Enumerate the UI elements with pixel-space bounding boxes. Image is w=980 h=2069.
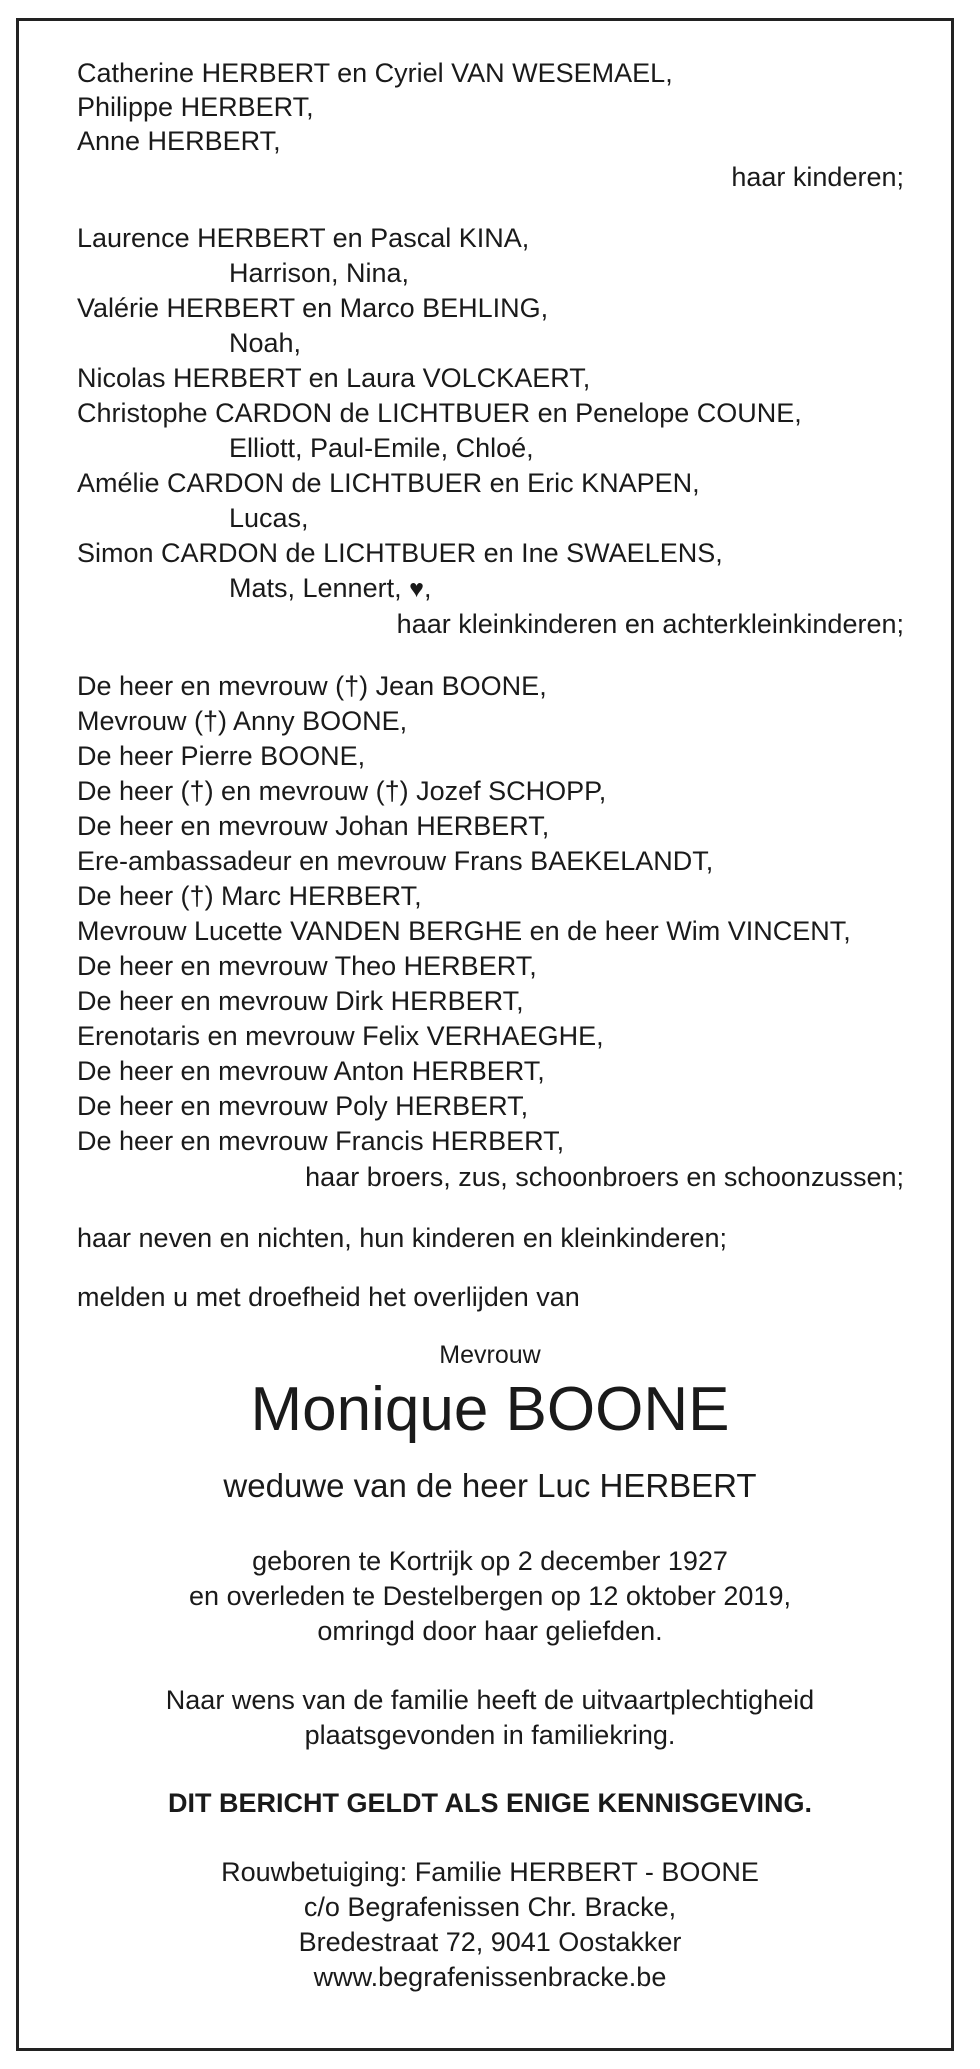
heart-icon: ♥: [409, 575, 424, 603]
sibling-line: De heer en mevrouw Anton HERBERT,: [77, 1056, 545, 1086]
sibling-line: De heer en mevrouw Theo HERBERT,: [77, 951, 537, 981]
children-label: haar kinderen;: [731, 162, 904, 192]
announce-line: melden u met droefheid het overlijden van: [77, 1282, 580, 1312]
death-line: en overleden te Destelbergen op 12 oktober 2019,: [189, 1581, 791, 1611]
sibling-line: Erenotaris en mevrouw Felix VERHAEGHE,: [77, 1021, 604, 1051]
sibling-line: De heer en mevrouw Francis HERBERT,: [77, 1126, 565, 1156]
grandchild-line: Christophe CARDON de LICHTBUER en Penelope COUNE,: [77, 398, 802, 428]
sibling-line: De heer (†) Marc HERBERT,: [77, 881, 422, 911]
contact-line: Rouwbetuiging: Familie HERBERT - BOONE: [221, 1857, 759, 1887]
deceased-name: Monique BOONE: [250, 1375, 730, 1444]
contact-website: www.begrafenissenbracke.be: [313, 1962, 667, 1992]
grandchild-line: Valérie HERBERT en Marco BEHLING,: [77, 293, 549, 323]
deceased-subtitle: weduwe van de heer Luc HERBERT: [223, 1467, 757, 1504]
great-grandchild-line: Elliott, Paul-Emile, Chloé,: [229, 433, 534, 463]
sibling-line: Mevrouw Lucette VANDEN BERGHE en de heer Wim VINCENT,: [77, 916, 851, 946]
great-grandchild-line-with-heart: [229, 571, 431, 606]
grandchild-line: Amélie CARDON de LICHTBUER en Eric KNAPEN,: [77, 468, 700, 498]
funeral-line: Naar wens van de familie heeft de uitvaartplechtigheid: [165, 1685, 815, 1715]
grandchildren-label: haar kleinkinderen en achterkleinkinderen;: [396, 609, 904, 639]
grandchild-line: Nicolas HERBERT en Laura VOLCKAERT,: [77, 363, 591, 393]
sibling-line: De heer Pierre BOONE,: [77, 741, 366, 771]
deceased-title: Mevrouw: [439, 1341, 541, 1369]
sibling-line: Ere-ambassadeur en mevrouw Frans BAEKELANDT,: [77, 846, 714, 876]
sibling-line: De heer en mevrouw (†) Jean BOONE,: [77, 671, 547, 701]
birth-line: geboren te Kortrijk op 2 december 1927: [252, 1546, 728, 1576]
sibling-line: De heer en mevrouw Johan HERBERT,: [77, 811, 550, 841]
child-line: Catherine HERBERT en Cyriel VAN WESEMAEL,: [77, 58, 673, 88]
funeral-line: plaatsgevonden in familiekring.: [304, 1720, 676, 1750]
notice-line: DIT BERICHT GELDT ALS ENIGE KENNISGEVING.: [167, 1788, 813, 1818]
child-line: Anne HERBERT,: [77, 126, 281, 156]
contact-address: Bredestraat 72, 9041 Oostakker: [298, 1927, 682, 1957]
child-line: Philippe HERBERT,: [77, 92, 314, 122]
grandchild-line: Laurence HERBERT en Pascal KINA,: [77, 223, 530, 253]
surrounded-line: omringd door haar geliefden.: [317, 1616, 663, 1646]
great-grandchild-line: Lucas,: [229, 503, 309, 533]
sibling-line: De heer en mevrouw Dirk HERBERT,: [77, 986, 524, 1016]
siblings-label: haar broers, zus, schoonbroers en schoonzussen;: [305, 1162, 904, 1192]
sibling-line: De heer (†) en mevrouw (†) Jozef SCHOPP,: [77, 776, 607, 806]
heart-suffix: ,: [423, 573, 432, 603]
contact-line: c/o Begrafenissen Chr. Bracke,: [303, 1892, 677, 1922]
nieces-line: haar neven en nichten, hun kinderen en kleinkinderen;: [77, 1223, 727, 1253]
great-grandchild-line: Harrison, Nina,: [229, 258, 410, 288]
sibling-line: De heer en mevrouw Poly HERBERT,: [77, 1091, 529, 1121]
great-grandchild-names: Mats, Lennert,: [229, 573, 402, 603]
great-grandchild-line: Noah,: [229, 328, 302, 358]
sibling-line: Mevrouw (†) Anny BOONE,: [77, 706, 408, 736]
grandchild-line: Simon CARDON de LICHTBUER en Ine SWAELENS,: [77, 538, 723, 568]
